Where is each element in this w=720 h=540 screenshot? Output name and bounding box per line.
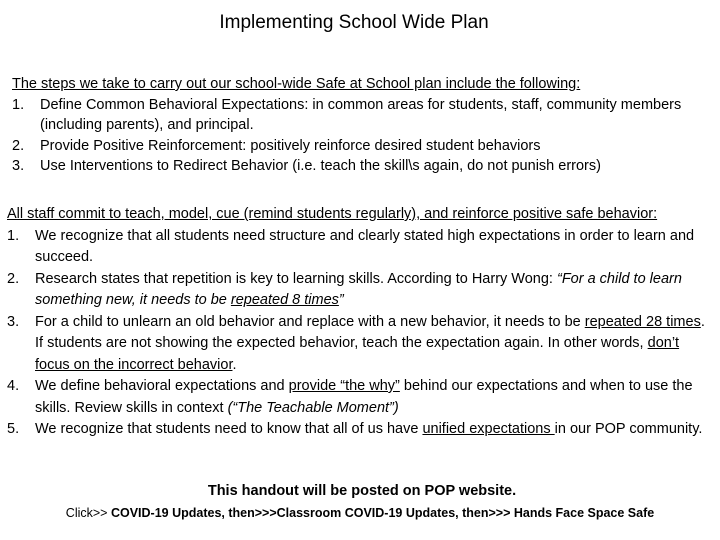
commitment-heading: All staff commit to teach, model, cue (remind students regularly), and reinforce positive safe behavior: (7, 206, 658, 222)
teachable-moment-quote: (“The Teachable Moment”) (227, 399, 399, 416)
item-number: 2. (7, 270, 20, 287)
posted-notice: This handout will be posted on POP website. (207, 483, 517, 499)
item-number: 2. (12, 137, 25, 154)
click-path: COVID-19 Updates, then>>>Classroom COVID-19 Updates, then>>> Hands Face Space Safe (110, 506, 655, 520)
click-prefix: Click>> (65, 506, 111, 520)
steps-heading: The steps we take to carry out our school-wide Safe at School plan include the following: (12, 76, 581, 92)
item-number: 4. (7, 378, 20, 394)
item-text: Provide Positive Reinforcement: positively reinforce desired student behaviors (40, 137, 541, 154)
list-item (12, 156, 702, 177)
item-text-part: . (232, 356, 237, 373)
list-item (7, 376, 715, 419)
list-item (12, 136, 702, 157)
item-number: 3. (12, 158, 25, 174)
item-text (35, 269, 715, 312)
item-number: 1. (12, 96, 25, 113)
emphasis-the-why: provide “the why” (288, 378, 400, 394)
emphasis-unified: unified expectations (422, 421, 555, 437)
item-text (35, 312, 715, 377)
list-item (7, 269, 715, 312)
steps-section (12, 74, 702, 177)
page-title: Implementing School Wide Plan (219, 12, 489, 33)
item-number: 5. (7, 421, 20, 437)
emphasis-dont-focus: don’t focus on the incorrect behavior (35, 335, 680, 373)
item-text-part: We recognize that students need to know that all of us have (35, 421, 423, 437)
list-item (7, 226, 715, 269)
item-text-part: We define behavioral expectations and (35, 378, 289, 394)
quote-end: ” (338, 292, 344, 308)
emphasis-repeated-28: repeated 28 times (584, 313, 701, 330)
item-text-part: . If students are not showing the expected behavior, teach the expectation again. In other words, (35, 313, 705, 351)
item-text (35, 376, 715, 419)
item-text (35, 419, 715, 441)
item-number: 1. (7, 227, 20, 244)
emphasis-repeated-8: repeated 8 times (230, 292, 339, 308)
item-text-part: For a child to unlearn an old behavior and replace with a new behavior, it needs to be (35, 313, 585, 330)
item-text-part: in our POP community. (554, 421, 703, 437)
list-item (7, 419, 715, 441)
item-text: Use Interventions to Redirect Behavior (i.e. teach the skill\s again, do not punish errors) (40, 158, 601, 174)
item-text-part: Research states that repetition is key to learning skills. According to Harry Wong: (35, 270, 557, 287)
commitment-section (7, 204, 715, 441)
item-number: 3. (7, 313, 20, 330)
list-item (7, 312, 715, 377)
list-item (12, 95, 702, 136)
navigation-path (0, 506, 720, 520)
quote-start: “For a child to learn something new, it needs to be (35, 270, 682, 308)
item-text-part: behind our expectations and when to use the skills. Review skills in context (35, 378, 693, 416)
item-text: We recognize that all students need structure and clearly stated high expectations in order to learn and succeed. (35, 227, 695, 265)
item-text: Define Common Behavioral Expectations: in common areas for students, staff, community members (including parents), and principal. (40, 96, 682, 133)
